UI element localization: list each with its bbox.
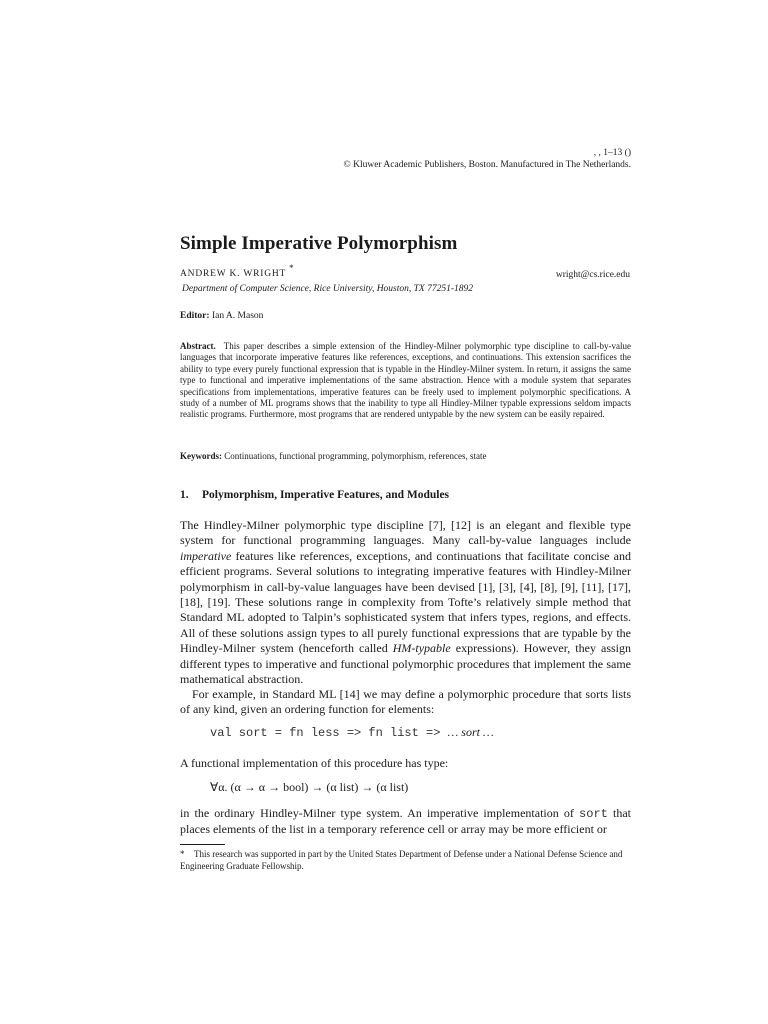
section-title: Polymorphism, Imperative Features, and Modules bbox=[202, 489, 450, 501]
body-paragraph-3: A functional implementation of this procedure has type: bbox=[180, 756, 449, 770]
editor-line bbox=[180, 311, 263, 321]
paragraph-emphasis: HM-typable bbox=[392, 641, 451, 656]
paragraph-emphasis: imperative bbox=[180, 548, 232, 563]
paragraph-text: in the ordinary Hindley-Milner type system. An imperative implementation of bbox=[180, 806, 580, 820]
footnote bbox=[180, 848, 631, 872]
editor-name: Ian A. Mason bbox=[211, 311, 264, 321]
author-footnote-mark: * bbox=[289, 263, 294, 273]
abstract-label: Abstract. bbox=[180, 341, 216, 351]
paragraph-text: expressions). However, they assign different types to imperative and functional polymorphic procedures that implement the same mathematical abstraction. bbox=[180, 641, 631, 687]
keywords bbox=[180, 451, 486, 461]
author-name-text: ANDREW K. WRIGHT bbox=[180, 269, 286, 279]
section-number: 1. bbox=[180, 489, 189, 501]
abstract-text: This paper describes a simple extension of the Hindley-Milner polymorphic type discipline to call-by-value languages that incorporate imperative features like references, exceptions, and continuations. This extension sacrifices the ability to type every purely functional expression that is typable in the Hindley-Milner system. In return, it assigns the same type to functional and imperative implementations of the same abstraction. Hence with a module system that separates specifications from implementations, imperative features can be freely used to implement polymorphic specifications. A study of a number of ML programs shows that the inability to type all Hindley-Milner typable expressions seldom impacts realistic programs. Furthermore, most programs that are rendered untypable by the new system can be easily repaired. bbox=[180, 341, 631, 420]
author-name bbox=[180, 263, 294, 279]
journal-page-range: , , 1–13 () bbox=[593, 148, 631, 158]
abstract bbox=[180, 341, 631, 421]
body-paragraph-4 bbox=[180, 806, 631, 838]
code-example bbox=[210, 725, 494, 740]
code-body: … sort … bbox=[447, 725, 494, 739]
inline-code: sort bbox=[579, 807, 608, 821]
footnote-mark: * bbox=[180, 849, 185, 859]
body-paragraph-1 bbox=[180, 518, 631, 687]
type-formula: ∀α. (α → α → bool) → (α list) → (α list) bbox=[210, 780, 409, 794]
footnote-rule bbox=[180, 844, 225, 845]
publisher-copyright: © Kluwer Academic Publishers, Boston. Manufactured in The Netherlands. bbox=[343, 160, 631, 170]
paragraph-text: that places elements of the list in a temporary reference cell or array may be more efficient or bbox=[180, 806, 631, 837]
body-paragraph-2: For example, in Standard ML [14] we may define a polymorphic procedure that sorts lists of any kind, given an ordering function for elements: bbox=[180, 687, 631, 717]
author-email: wright@cs.rice.edu bbox=[555, 270, 630, 280]
paragraph-text: The Hindley-Milner polymorphic type discipline [7], [12] is an elegant and flexible type system for functional programming languages. Many call-by-value languages include bbox=[180, 518, 631, 548]
editor-label: Editor: bbox=[180, 311, 210, 321]
footnote-text: This research was supported in part by the United States Department of Defense under a National Defense Science and Engineering Graduate Fellowship. bbox=[180, 849, 623, 871]
keywords-label: Keywords: bbox=[180, 451, 222, 461]
code-text: val sort = fn less => fn list => bbox=[210, 726, 448, 740]
section-heading bbox=[180, 489, 449, 501]
paper-title: Simple Imperative Polymorphism bbox=[180, 233, 458, 254]
keywords-text: Continuations, functional programming, polymorphism, references, state bbox=[224, 451, 487, 461]
paragraph-text: features like references, exceptions, and continuations that facilitate concise and efficient programs. Several solutions to integrating imperative features with Hindley-Milner polymorphism in call-by-value languages have been devised [1], [3], [4], [8], [9], [11], [17], [18], [19]. These solutions range in complexity from Tofte’s relatively simple method that Standard ML adopted to Talpin’s sophisticated system that infers types, regions, and effects. All of these solutions assign types to all purely functional expressions that are typable by the Hindley-Milner system (henceforth called bbox=[180, 548, 631, 656]
author-affiliation: Department of Computer Science, Rice University, Houston, TX 77251-1892 bbox=[182, 284, 474, 294]
